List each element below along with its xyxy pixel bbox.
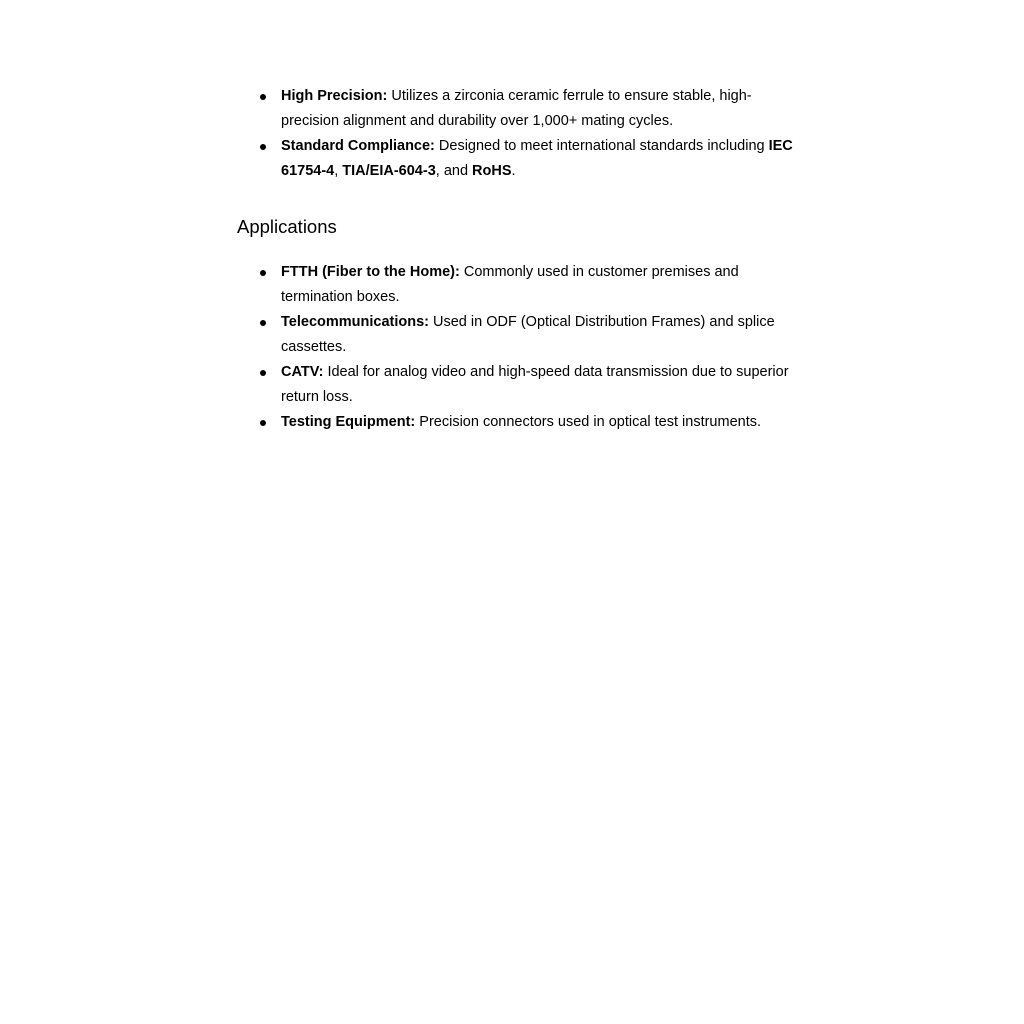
list-item — [237, 410, 797, 435]
document-page — [237, 84, 797, 435]
bullet-icon — [260, 144, 266, 150]
list-item — [237, 260, 797, 310]
list-item — [237, 134, 797, 184]
applications-heading: Applications — [237, 216, 337, 237]
application-text: Precision connectors used in optical test instruments. — [415, 414, 762, 430]
sentence-end: . — [511, 163, 516, 179]
application-term: Telecommunications: — [281, 314, 429, 330]
application-text: Commonly used in customer premises and termination boxes. — [281, 264, 739, 305]
standard-tia: TIA/EIA-604-3 — [342, 163, 436, 179]
bullet-icon — [260, 420, 266, 426]
feature-term: High Precision: — [281, 88, 388, 104]
bullet-icon — [260, 320, 266, 326]
feature-term: Standard Compliance: — [281, 138, 435, 154]
list-item — [237, 360, 797, 410]
feature-text: Designed to meet international standards including — [434, 138, 769, 154]
features-list — [237, 84, 797, 184]
application-term: Testing Equipment: — [281, 414, 416, 430]
list-item — [237, 310, 797, 360]
feature-text: Utilizes a zirconia ceramic ferrule to ensure stable, high-precision alignment and durability over 1,000+ mating cycles. — [281, 88, 752, 129]
standard-iec: IEC 61754-4 — [281, 138, 793, 179]
bullet-icon — [260, 270, 266, 276]
application-term: FTTH (Fiber to the Home): — [281, 264, 460, 280]
applications-list — [237, 260, 797, 435]
standard-rohs: RoHS — [472, 163, 512, 179]
bullet-icon — [260, 370, 266, 376]
application-text: Used in ODF (Optical Distribution Frames) and splice cassettes. — [281, 314, 775, 355]
separator: , — [334, 163, 343, 179]
application-text: Ideal for analog video and high-speed data transmission due to superior return loss. — [281, 364, 789, 405]
list-item — [237, 84, 797, 134]
bullet-icon — [260, 94, 266, 100]
separator: , and — [435, 163, 473, 179]
application-term: CATV: — [281, 364, 324, 380]
